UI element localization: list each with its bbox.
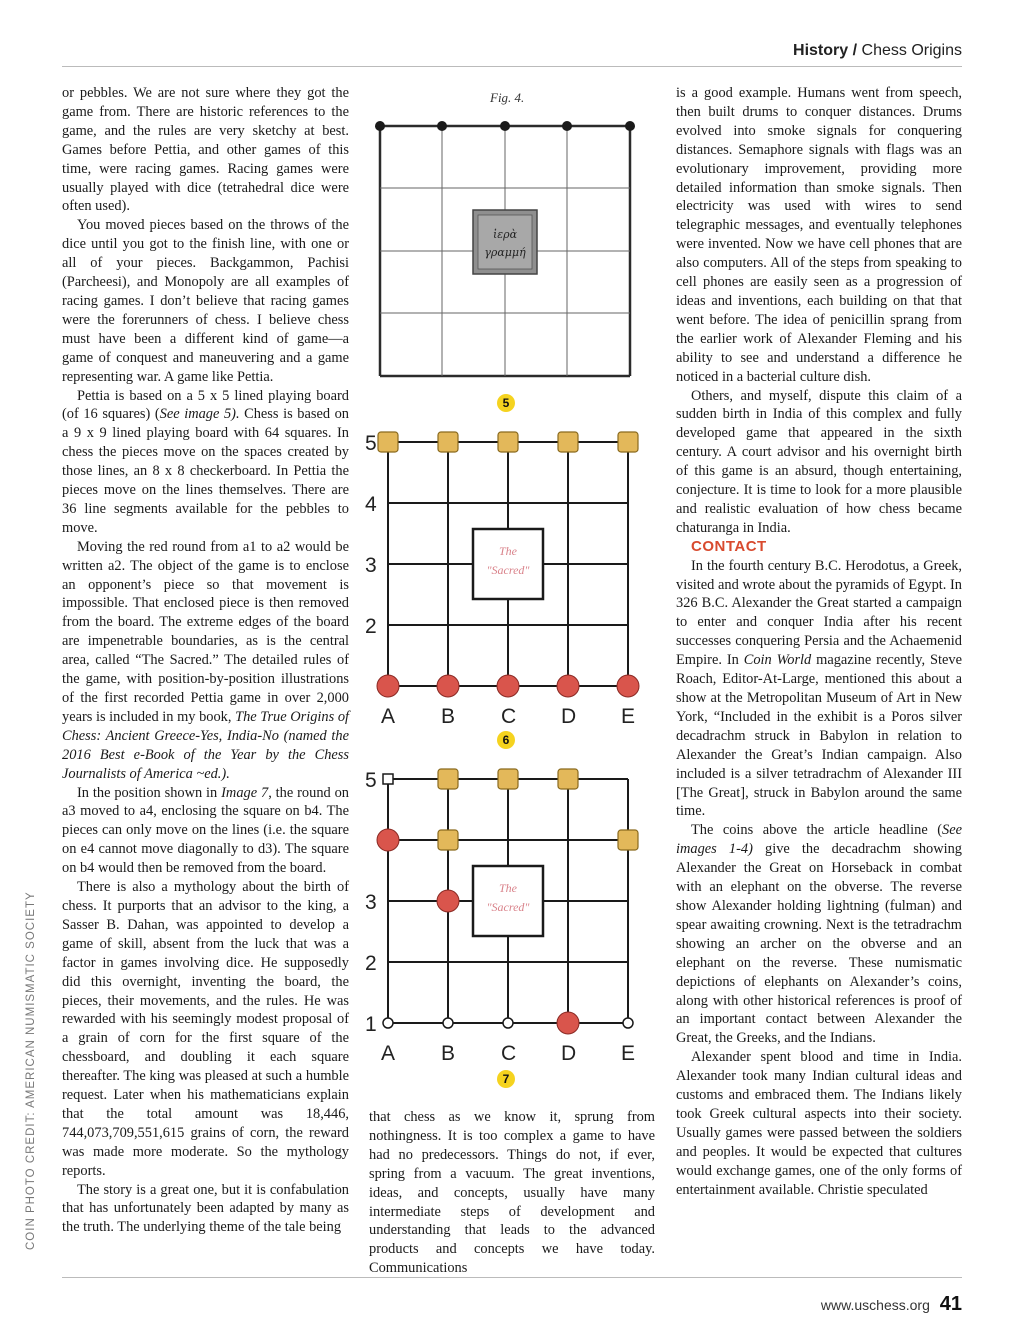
fig5-col-label: C xyxy=(501,705,517,728)
fig6-row-label: 3 xyxy=(365,891,377,914)
fig6-row-label: 2 xyxy=(365,952,377,975)
column-right xyxy=(676,84,962,1199)
page-footer xyxy=(821,1293,962,1316)
footer-url: www.uschess.org xyxy=(820,1297,930,1313)
col3-paragraph-5: Alexander spent blood and time in India. Alexander took many Indian cultural ideas and customs and embraced them. The Indians likely took Greek cultural aspects into their society. Usually games were passed between the soldiers and peoples. It would be expected that cultures would exchange games, one of the only forms of entertainment available. Christie speculated xyxy=(676,1049,962,1198)
fig5-row-label: 4 xyxy=(365,493,377,516)
column-left xyxy=(62,84,349,1237)
fig4-center-text-1: ἱερὰ xyxy=(492,228,518,241)
fig6-col-label: B xyxy=(441,1042,456,1065)
figure-5-pettia-board xyxy=(360,418,660,736)
fig6-row-label: 1 xyxy=(365,1013,377,1036)
fig5-row-label: 2 xyxy=(365,615,377,638)
fig5-col-label: A xyxy=(381,705,396,728)
fig4-caption: Fig. 4. xyxy=(490,90,525,105)
figure-6-pettia-position xyxy=(360,755,660,1073)
col1-paragraph-1: or pebbles. We are not sure where they got the game from. There are historic references to the game, and the rules are very sketchy at best. Games before Pettia, and other games of this time, were racing games. Racing games were usually played with dice (tetrahedral dice were often used). xyxy=(62,85,349,215)
fig6-gold-pieces xyxy=(438,769,638,850)
col1-paragraph-5: In the position shown in Image 7, the round on a3 moved to a4, enclosing the square on b4. The pieces can only move on the lines (i.e. the square on e4 cannot move diagonally to d3). The square on b4 would then be removed from the board. xyxy=(62,784,349,877)
col3-paragraph-1: is a good example. Humans went from speech, then built drums to conquer distances. Drums evolved into smoke signals for conquering distances. Semaphore signals with flags was an evolutionary improvement, providing more detailed information than smoke signals. Then electricity was used with wires to send telegraphic messages, and eventually telephones were invented. Now we have cell phones that are also computers. All of the steps from speaking to cell phones are easily seen as a progression of ideas and inventions, each building on that that went before. The idea of penicillin sprang from the earlier work of Alexander Fleming and his ability to see and understand a difference he noticed in a bacterial culture dish. xyxy=(676,85,962,385)
fig6-col-label: E xyxy=(621,1042,636,1065)
fig4-center-text-2: γραμμή xyxy=(484,246,526,259)
page-number: 41 xyxy=(939,1293,962,1315)
header-rule xyxy=(62,66,962,67)
col3-paragraph-3: In the fourth century B.C. Herodotus, a Greek, visited and wrote about the pyramids of Egypt. In 326 B.C. Alexander the Great started a campaign to enter and conquer India after his recent successes conquering Persia and the Achaemenid Empire. In Coin World magazine recently, Steve Roach, Editor-At-Large, mentioned this about a show at the Metropolitan Museum of Art in New York, “Included in the exhibit is a Poros silver decadrachm struck in Babylon in relation to Alexander the Great’s Indian campaign. Also included is a silver tetradrachm of Alexander III [The Great], struck in Babylon around the same time. xyxy=(676,557,963,820)
col1-paragraph-2: You moved pieces based on the throws of the dice until you got to the finish line, with one or all of your pieces. Backgammon, Pachisi (Parcheesi), and Monopoly are all examples of racing games. I don’t believe that racing games were the forerunners of chess. I believe chess must have been a different kind of game—a game of conquest and maneuvering and a game representing war. A game like Pettia. xyxy=(62,217,349,385)
col1-paragraph-6: There is also a mythology about the birth of chess. It purports that an advisor to the king, a Sasser B. Dahan, was appointed to develop a game of skill, absent from the luck that was a factor in games involving dice. He supposedly did this overnight, inventing the board, the pieces, their movements, and the rules. He was rewarded with his seemingly modest proposal of a grain of corn for the first square of the chessboard, and doubling it each square thereafter. The king was pleased at such a humble request. Later when his mathematicians explain that the total amount was 18,446, 744,073,709,551,615 grains of corn, the reward was made more moderate. So the mythology reports. xyxy=(62,879,349,1179)
running-header xyxy=(793,42,962,60)
header-topic: Chess Origins xyxy=(861,42,962,59)
fig6-sacred-line1: The xyxy=(499,881,517,895)
column-middle xyxy=(369,1108,655,1278)
fig5-col-label: D xyxy=(561,705,577,728)
fig5-row-label: 3 xyxy=(365,554,377,577)
fig6-row-label: 5 xyxy=(365,769,377,792)
fig6-col-label: A xyxy=(381,1042,396,1065)
figure-4-engraving xyxy=(370,84,660,384)
fig5-sacred-line1: The xyxy=(499,544,517,558)
col3-paragraph-2: Others, and myself, dispute this claim of a sudden birth in India of this complex and fully developed game that appeared in the sixth century. A court advisor and his overnight birth of this game is an absurd, though entertaining, conjecture. It is time to look for a more plausible and realistic evaluation of how chess became chaturanga in India. xyxy=(676,387,962,536)
header-separator: / xyxy=(852,42,858,59)
fig6-col-label: D xyxy=(561,1042,577,1065)
col1-paragraph-3: Pettia is based on a 5 x 5 lined playing board (of 16 squares) (See image 5). Chess is based on a 9 x 9 lined playing board with 64 squares. In chess the pieces move on the spaces created by those lines, an 8 x 8 checkerboard. In Pettia the pieces move on the lines themselves. There are 36 line segments available for the pebbles to move. xyxy=(62,387,349,536)
fig5-col-label: B xyxy=(441,705,456,728)
col2-paragraph-1: that chess as we know it, sprung from nothingness. It is too complex a game to have had no predecessors. Things do not, if ever, spring from a vacuum. The great inventions, ideas, and concepts, usually have many intermediate steps of development and understanding that leads to the advanced products and concepts we have today. Communications xyxy=(369,1109,655,1277)
fig6-sacred-line2: "Sacred" xyxy=(486,900,530,914)
image-number-5: 5 xyxy=(497,394,515,412)
image-number-7: 7 xyxy=(497,1070,515,1088)
photo-credit: COIN PHOTO CREDIT: AMERICAN NUMISMATIC SOCIETY xyxy=(25,891,37,1250)
footer-rule xyxy=(62,1277,962,1278)
header-section: History xyxy=(793,42,849,59)
fig5-sacred-line2: "Sacred" xyxy=(486,563,530,577)
image-number-6: 6 xyxy=(497,731,515,749)
col3-paragraph-4: The coins above the article headline (See images 1-4) give the decadrachm showing Alexander the Great on Horseback in combat with an elephant on the obverse. The reverse show Alexander holding lightning (fulman) and spear awaiting crowning. Next is the tetradrachm showing an archer on the obverse and an elephant on the reverse. These numismatic depictions of elephants on Alexander’s coins, along with other historical references is proof of an important contact between Alexander the Great, the Greeks, and the Indians. xyxy=(676,822,963,1047)
col1-paragraph-4: Moving the red round from a1 to a2 would be written a2. The object of the game is to enclose an opponent’s piece so that movement is impossible. That enclosed piece is then removed from the board. The extreme edges of the board are impenetrable boundaries, as is the central area, called “The Sacred.” The detailed rules of the game, with position-by-position illustrations of the first recorded Pettia game in over 2,000 years is included in my book, The True Origins of Chess: Ancient Greece-Yes, India-No (named the 2016 Best e-Book of the Year by the Chess Journalists of America ~ed.). xyxy=(62,538,350,782)
fig6-col-label: C xyxy=(501,1042,517,1065)
section-heading-contact: CONTACT xyxy=(691,537,767,555)
col1-paragraph-7: The story is a great one, but it is confabulation that has unfortunately been adapted by many as the truth. The underlying theme of the tale being xyxy=(62,1181,349,1236)
fig5-row-label: 5 xyxy=(365,432,377,455)
fig5-col-label: E xyxy=(621,705,636,728)
